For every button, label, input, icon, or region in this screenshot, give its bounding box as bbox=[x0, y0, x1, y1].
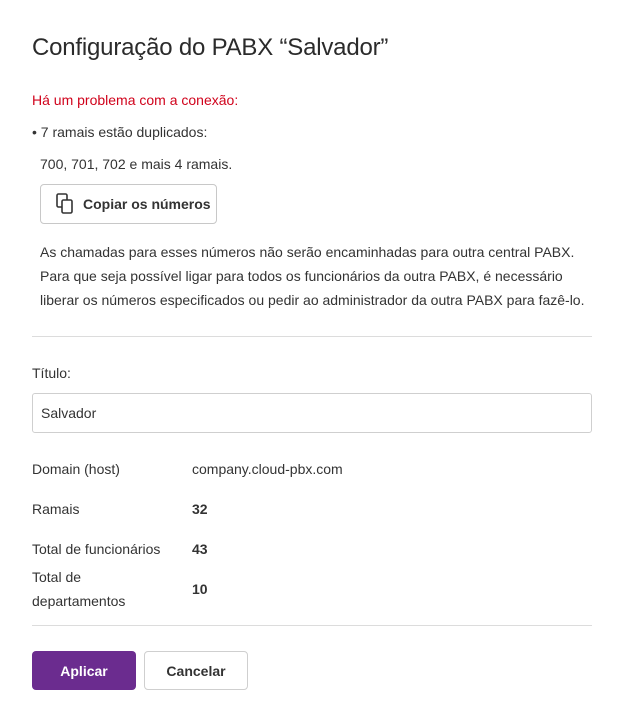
description-line: liberar os números especificados ou pedir ao administrador da outra PABX para fazê-lo. bbox=[40, 292, 585, 308]
copy-icon bbox=[56, 193, 74, 215]
copy-numbers-label: Copiar os números bbox=[83, 196, 211, 212]
ramais-value: 32 bbox=[192, 501, 208, 517]
title-input[interactable] bbox=[32, 393, 592, 433]
departamentos-label-line2: departamentos bbox=[32, 593, 126, 609]
funcionarios-label: Total de funcionários bbox=[32, 541, 161, 557]
description-line: As chamadas para esses números não serão encaminhadas para outra central PABX. bbox=[40, 244, 575, 260]
divider bbox=[32, 336, 592, 337]
funcionarios-value: 43 bbox=[192, 541, 208, 557]
departamentos-label-line1: Total de bbox=[32, 569, 82, 585]
error-heading: Há um problema com a conexão: bbox=[32, 92, 239, 108]
cancel-button[interactable]: Cancelar bbox=[144, 651, 248, 690]
description-line: Para que seja possível ligar para todos os funcionários da outra PABX, é necessário bbox=[40, 268, 563, 284]
domain-value: company.cloud-pbx.com bbox=[192, 461, 343, 477]
page-title: Configuração do PABX “Salvador” bbox=[32, 34, 389, 61]
domain-label: Domain (host) bbox=[32, 461, 120, 477]
duplicate-numbers: 700, 701, 702 e mais 4 ramais. bbox=[40, 156, 233, 172]
departamentos-label bbox=[32, 565, 182, 613]
title-field-label: Título: bbox=[32, 365, 71, 381]
duplicate-ramais-bullet: • 7 ramais estão duplicados: bbox=[32, 124, 208, 140]
ramais-label: Ramais bbox=[32, 501, 80, 517]
copy-numbers-button[interactable] bbox=[40, 184, 217, 224]
apply-button[interactable]: Aplicar bbox=[32, 651, 136, 690]
departamentos-value: 10 bbox=[192, 581, 208, 597]
divider bbox=[32, 625, 592, 626]
error-description bbox=[40, 240, 600, 312]
